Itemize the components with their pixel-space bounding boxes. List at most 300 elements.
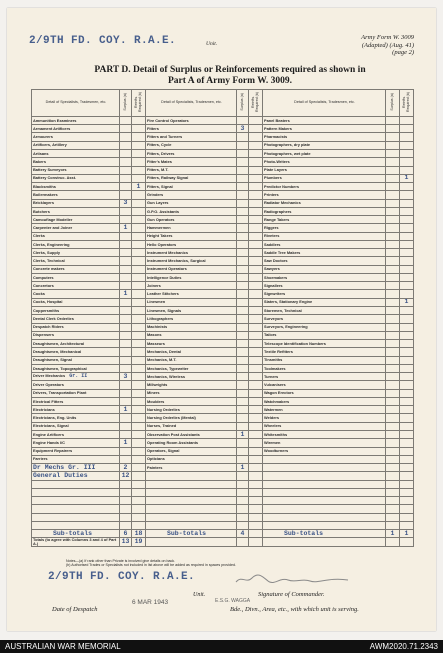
required-cell [400,307,414,315]
trade-name-cell [263,397,386,405]
trade-name-cell [263,530,386,538]
trade-name: Observation Post Assistants [147,431,200,437]
required-cell [249,207,263,215]
trade-name-cell [32,257,120,265]
required-cell [400,290,414,298]
trade-name: Panel Beaters [264,117,290,123]
required-cell [400,472,414,480]
surplus-cell [386,240,400,248]
surplus-cell [120,480,132,488]
part-title [55,65,405,87]
required-cell [132,348,146,356]
trade-name: Mechanics, M.T. [147,357,177,363]
required-cell [132,249,146,257]
trade-name-cell [146,472,237,480]
trade-name-cell [263,439,386,447]
trade-name: Cooks [33,291,45,297]
trade-name: Grinders [147,191,164,197]
table-row [32,406,414,414]
trade-name-cell [146,315,237,323]
trade-name: Operators, Signal [147,448,180,454]
surplus-cell [120,381,132,389]
surplus-cell [120,414,132,422]
surplus-cell [120,183,132,191]
trade-name-cell [263,199,386,207]
trade-name: Tailors [264,332,277,338]
trade-name: Fitters, Cycle [147,142,172,148]
trade-name-cell [32,273,120,281]
trade-name: Storemen, Technical [264,307,302,313]
trade-name: Telescope Identification Numbers [264,340,326,346]
surplus-cell: 1 [120,290,132,298]
surplus-cell [120,521,132,529]
required-cell [132,191,146,199]
trade-name-cell [146,397,237,405]
surplus-cell [120,315,132,323]
trade-name-cell [32,224,120,232]
trade-name: Millwrights [147,382,168,388]
trade-name-cell [146,340,237,348]
trade-name: Clerks, Engineering [33,241,70,247]
surplus-cell [120,447,132,455]
trade-name: Fitters, Drivers [147,150,175,156]
required-cell [132,414,146,422]
table-row [32,381,414,389]
required-cell [400,183,414,191]
trade-name: Fitters, Railway Signal [147,175,189,181]
trade-name-cell [263,340,386,348]
trade-name: Blacksmiths [33,183,56,189]
trade-name-cell [263,364,386,372]
trade-name: Miners [147,390,160,396]
subtotal-label: Sub-totals [53,529,93,537]
trade-name: Clerks, Supply [33,249,61,255]
trade-name: Fire Control Operators [147,117,189,123]
trade-name: Linesmen, Signals [147,307,182,313]
specialists-table [31,89,414,547]
required-cell [132,133,146,141]
driver-grade-note: Gr. II [69,373,88,380]
trade-name-cell [32,331,120,339]
surplus-cell [237,149,249,157]
required-column-header [400,90,414,117]
trade-name-cell [146,199,237,207]
trade-name: Draughtsmen, Architectural [33,340,85,346]
table-row [32,265,414,273]
surplus-cell [237,497,249,505]
trade-name: Range Takers [264,216,290,222]
trade-name: Equipment Repairers [33,448,73,454]
trade-name-cell [146,323,237,331]
trade-name: Battery Surveyors [33,167,67,173]
required-cell [132,141,146,149]
required-cell: 1 [400,174,414,182]
required-cell [132,356,146,364]
required-cell [132,149,146,157]
required-cell [400,414,414,422]
surplus-cell [237,315,249,323]
detail-column-header: Detail of Specialists, Tradesmen, etc. [263,90,386,117]
table-row [32,191,414,199]
table-row [32,464,414,472]
trade-name-cell [263,158,386,166]
trade-name-cell [32,530,120,538]
form-ref-line-2: (Adapted) (Aug. 41) [361,41,414,49]
table-row [32,530,414,538]
trade-name-cell [263,216,386,224]
required-cell [249,174,263,182]
required-cell [132,232,146,240]
surplus-cell [120,331,132,339]
surplus-header-text: Surplus (a) [390,93,395,111]
surplus-cell [120,323,132,331]
surplus-cell [120,455,132,463]
surplus-cell [386,323,400,331]
trade-name: Cooks, Hospital [33,299,63,305]
required-cell [132,307,146,315]
trade-name: Leather Stitchers [147,291,179,297]
surplus-cell [386,406,400,414]
trade-name: Moulders [147,398,165,404]
trade-name: Concretors [33,282,54,288]
trade-name-cell [263,331,386,339]
required-column-header [132,90,146,117]
trade-name: Pattern Makers [264,125,292,131]
required-cell [249,116,263,124]
required-cell: 1 [132,183,146,191]
surplus-cell [386,282,400,290]
table-row [32,422,414,430]
required-cell [249,323,263,331]
trade-name-cell [146,133,237,141]
trade-name: Shoemakers [264,274,288,280]
trade-name-cell [146,422,237,430]
trade-name: Draughtsmen, Topographical [33,365,87,371]
table-row [32,216,414,224]
trade-name-cell [32,497,120,505]
table-row [32,521,414,529]
required-cell [132,488,146,496]
surplus-cell: 1 [386,530,400,538]
trade-name-cell [263,141,386,149]
required-cell [400,397,414,405]
trade-name-cell [263,505,386,513]
required-cell [132,174,146,182]
trade-name: Signwriters [264,291,286,297]
required-cell [249,381,263,389]
surplus-cell [120,356,132,364]
trade-name-cell [146,183,237,191]
required-cell [132,340,146,348]
trade-name-cell [146,497,237,505]
surplus-cell [120,257,132,265]
trade-name: Instrument Operators [147,266,187,272]
form-ref-line-1: Army Form W. 3009 [361,34,414,41]
trade-name-cell [263,191,386,199]
trade-name-cell [146,414,237,422]
surplus-cell [386,488,400,496]
table-row [32,116,414,124]
surplus-cell [120,497,132,505]
required-header-text: Reinfts. Required (b) [402,92,410,112]
required-cell [249,389,263,397]
surplus-cell [237,406,249,414]
trade-name-cell [32,216,120,224]
surplus-cell [237,307,249,315]
surplus-cell [386,265,400,273]
trade-name-cell [146,290,237,298]
required-cell [400,216,414,224]
surplus-cell [386,224,400,232]
required-cell [400,331,414,339]
trade-name-cell [263,497,386,505]
surplus-cell [237,232,249,240]
required-cell [132,397,146,405]
required-cell [249,422,263,430]
archive-name: AUSTRALIAN WAR MEMORIAL [5,642,121,651]
trade-name: Fitters [147,125,159,131]
trade-name: Artificers, Artillery [33,142,67,148]
part-title-line-1: PART D. Detail of Surplus or Reinforcements required as shown in [94,65,366,75]
trade-name-cell [32,199,120,207]
surplus-cell [237,439,249,447]
required-cell [249,521,263,529]
trade-name-cell [146,191,237,199]
surplus-cell [386,373,400,381]
required-cell [132,422,146,430]
required-cell [400,348,414,356]
required-cell [400,265,414,273]
surplus-cell [386,414,400,422]
commander-signature [232,573,352,585]
required-cell [400,521,414,529]
bde-caption: Bde., Divn., Area, etc., with which unit is serving. [230,606,359,613]
trade-name-cell [263,356,386,364]
surplus-cell [237,141,249,149]
surplus-cell [237,472,249,480]
trade-name-cell [146,257,237,265]
required-cell [400,447,414,455]
trade-name: Draughtsmen, Signal [33,357,72,363]
surplus-cell [386,381,400,389]
trade-name-cell [32,406,120,414]
trade-name-cell [146,232,237,240]
trade-name-cell [146,249,237,257]
trade-name-cell [263,265,386,273]
required-cell [400,464,414,472]
trade-name-cell [263,389,386,397]
trade-name: Operating Room Assistants [147,439,199,445]
required-cell [400,373,414,381]
table-row [32,207,414,215]
trade-name: Masons [147,332,162,338]
surplus-cell [120,174,132,182]
trade-name-cell [32,480,120,488]
required-cell [249,513,263,521]
trade-name-cell [263,116,386,124]
trade-name: Wiremen [264,439,281,445]
table-row [32,257,414,265]
required-cell [400,232,414,240]
trade-name-cell [263,538,386,547]
required-cell [132,282,146,290]
required-cell [249,414,263,422]
trade-name: Camouflage Modeller [33,216,73,222]
required-cell [132,298,146,306]
signature-caption: Signature of Commander. [258,591,325,598]
trade-name-cell [146,389,237,397]
trade-name-cell [263,240,386,248]
detail-column-header: Detail of Specialists, Tradesmen, etc. [32,90,120,117]
surplus-column-header [120,90,132,117]
trade-name: Joiners [147,282,161,288]
surplus-cell [120,249,132,257]
trade-name-cell [32,158,120,166]
trade-name-cell [32,505,120,513]
required-cell [249,480,263,488]
trade-name: Instrument Mechanics [147,249,189,255]
required-cell [400,488,414,496]
detail-column-header: Detail of Specialists, Tradesmen, etc. [146,90,237,117]
required-cell [400,497,414,505]
surplus-cell [237,249,249,257]
trade-name: Turners [264,373,279,379]
required-header-text: Reinfts. Required (b) [251,92,259,112]
trade-name-cell [32,232,120,240]
surplus-cell [237,348,249,356]
required-cell [132,331,146,339]
trade-name-cell [146,331,237,339]
trade-name: Gun Operators [147,216,175,222]
surplus-cell [237,455,249,463]
required-cell [249,240,263,248]
trade-name: Vulcanisers [264,382,286,388]
surplus-cell [386,340,400,348]
surplus-cell: 1 [120,439,132,447]
trade-name: Nursing Orderlies [147,406,180,412]
surplus-cell [237,273,249,281]
trade-name-cell [146,521,237,529]
trade-name: Nurses, Trained [147,423,177,429]
surplus-cell [120,273,132,281]
trade-name-cell [146,282,237,290]
surplus-cell [120,207,132,215]
trade-name: G.P.O. Assistants [147,208,180,214]
trade-name-cell [263,257,386,265]
required-cell [400,480,414,488]
trade-name-cell [146,373,237,381]
trade-name: Printers [264,191,279,197]
trade-name-cell [32,356,120,364]
table-row [32,249,414,257]
trade-name-cell [32,348,120,356]
required-cell [132,447,146,455]
trade-name: Slaters, Stationary Engine [264,299,313,305]
table-row [32,307,414,315]
subtotal-label: Sub-totals [167,529,207,537]
surplus-cell [120,158,132,166]
footer-unit-handwritten: 2/9TH FD. COY. R.A.E. [48,571,196,583]
surplus-cell [386,141,400,149]
surplus-cell [237,414,249,422]
surplus-cell [120,232,132,240]
trade-name: Drivers, Transportation Plant [33,390,87,396]
trade-name: Painters [147,464,163,470]
trade-name: Lithographers [147,315,174,321]
required-cell [249,373,263,381]
required-cell [400,406,414,414]
surplus-cell [237,373,249,381]
required-cell [249,141,263,149]
required-cell [249,340,263,348]
surplus-cell [386,290,400,298]
surplus-cell [386,273,400,281]
trade-name: Radiator Mechanics [264,200,301,206]
trade-name: Radiographers [264,208,292,214]
surplus-cell [237,199,249,207]
surplus-cell [386,307,400,315]
table-row [32,323,414,331]
required-cell [400,249,414,257]
trade-name-cell [32,422,120,430]
surplus-cell [237,389,249,397]
table-row [32,414,414,422]
surplus-cell [237,422,249,430]
required-cell [249,249,263,257]
surplus-cell [386,125,400,133]
required-cell [400,356,414,364]
trade-name-cell [263,282,386,290]
required-cell [249,133,263,141]
required-cell [132,216,146,224]
trade-name-cell [146,381,237,389]
trade-name: Battery Construc. Asst. [33,175,77,181]
table-row [32,133,414,141]
surplus-cell [386,513,400,521]
trade-name-cell [32,315,120,323]
required-cell [249,216,263,224]
required-cell [132,315,146,323]
required-cell [400,455,414,463]
trade-name: Fitters, M.T. [147,167,169,173]
trade-name: Butchers [33,208,50,214]
trade-name: Artisans [33,150,49,156]
form-notes [66,559,236,568]
trade-name: Surveyors, Engineering [264,324,308,330]
surplus-cell [386,257,400,265]
unit-label: Unit. [206,41,218,47]
trade-name-cell [32,464,120,472]
trade-name-cell [263,323,386,331]
trade-name-cell [146,240,237,248]
surplus-cell [386,298,400,306]
surplus-cell [237,174,249,182]
table-row [32,183,414,191]
required-cell [400,149,414,157]
trade-name-cell [263,422,386,430]
trade-name: Engine Hands I/C [33,439,65,445]
trade-name-cell [32,455,120,463]
table-row [32,315,414,323]
surplus-cell [386,158,400,166]
table-row [32,340,414,348]
surplus-cell [237,488,249,496]
required-cell [249,273,263,281]
trade-name-cell [146,348,237,356]
required-cell [249,538,263,547]
trade-name: Welders [264,415,280,421]
despatch-date-stamp: 6 MAR 1943 [132,599,169,606]
